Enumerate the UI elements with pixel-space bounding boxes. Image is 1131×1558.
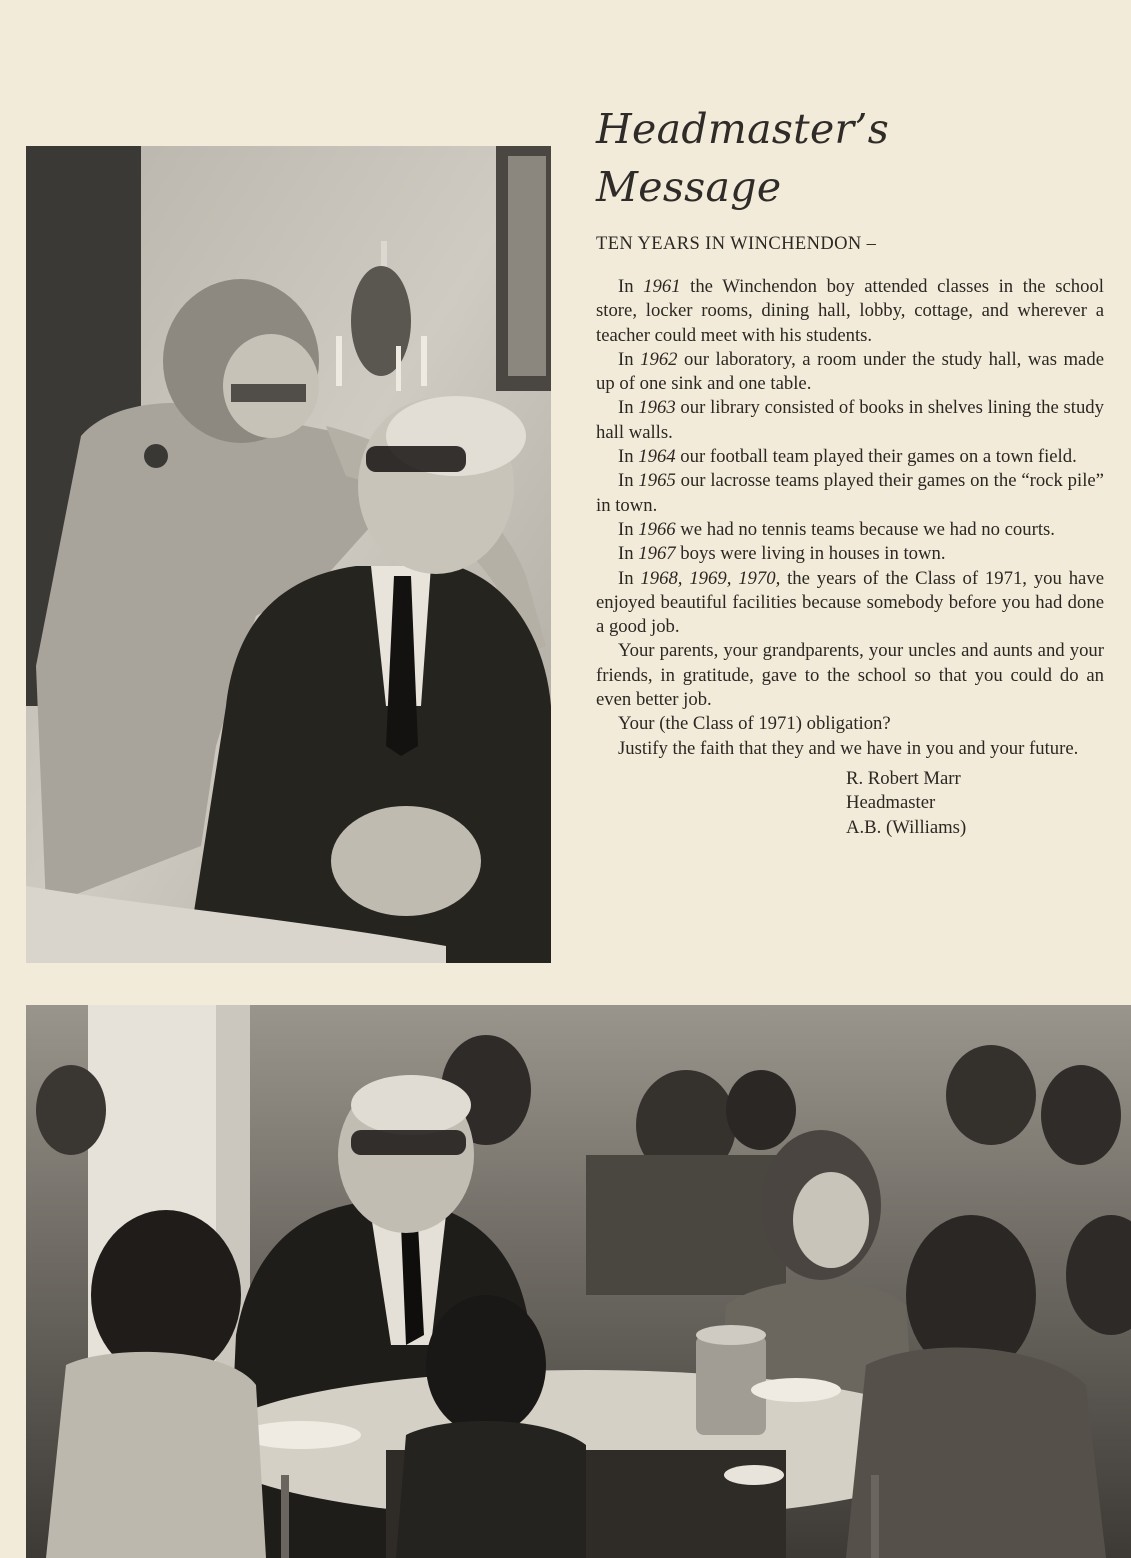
paragraph: In 1967 boys were living in houses in town. [618,543,946,565]
dining-hall-photo [26,1005,1131,1558]
headmaster-portrait-photo [26,146,551,963]
paragraph: In 1966 we had no tennis teams because we had no courts. [618,518,1055,540]
message-body [596,275,1104,761]
paragraph: Justify the faith that they and we have in you and your future. [618,737,1079,759]
paragraph: Your parents, your grandparents, your uncles and aunts and your friends, in gratitude, gave to the school so that you could do an even better job. [596,640,1104,711]
title-line-1: Headmaster’s [596,105,890,153]
paragraph: In 1963 our library consisted of books in shelves lining the study hall walls. [596,397,1104,443]
paragraph: In 1965 our lacrosse teams played their games on the “rock pile” in town. [596,470,1104,516]
paragraph: In 1968, 1969, 1970, the years of the Class of 1971, you have enjoyed beautiful facilities because somebody before you had done a good job. [596,567,1104,638]
page-title [596,100,1104,216]
signature-block [846,767,1104,840]
subtitle: TEN YEARS IN WINCHENDON – [596,234,877,254]
paragraph: Your (the Class of 1971) obligation? [618,713,891,735]
signature-degree: A.B. (Williams) [846,816,967,838]
message-text-block [596,100,1104,840]
paragraph: In 1962 our laboratory, a room under the study hall, was made up of one sink and one table. [596,348,1104,395]
signature-name: R. Robert Marr [846,767,961,789]
title-line-2: Message [596,163,782,211]
signature-role: Headmaster [846,792,936,814]
paragraph: In 1961 the Winchendon boy attended classes in the school store, locker rooms, dining hall, lobby, cottage, and wherever a teacher could meet with his students. [596,276,1104,346]
paragraph: In 1964 our football team played their games on a town field. [618,446,1077,468]
